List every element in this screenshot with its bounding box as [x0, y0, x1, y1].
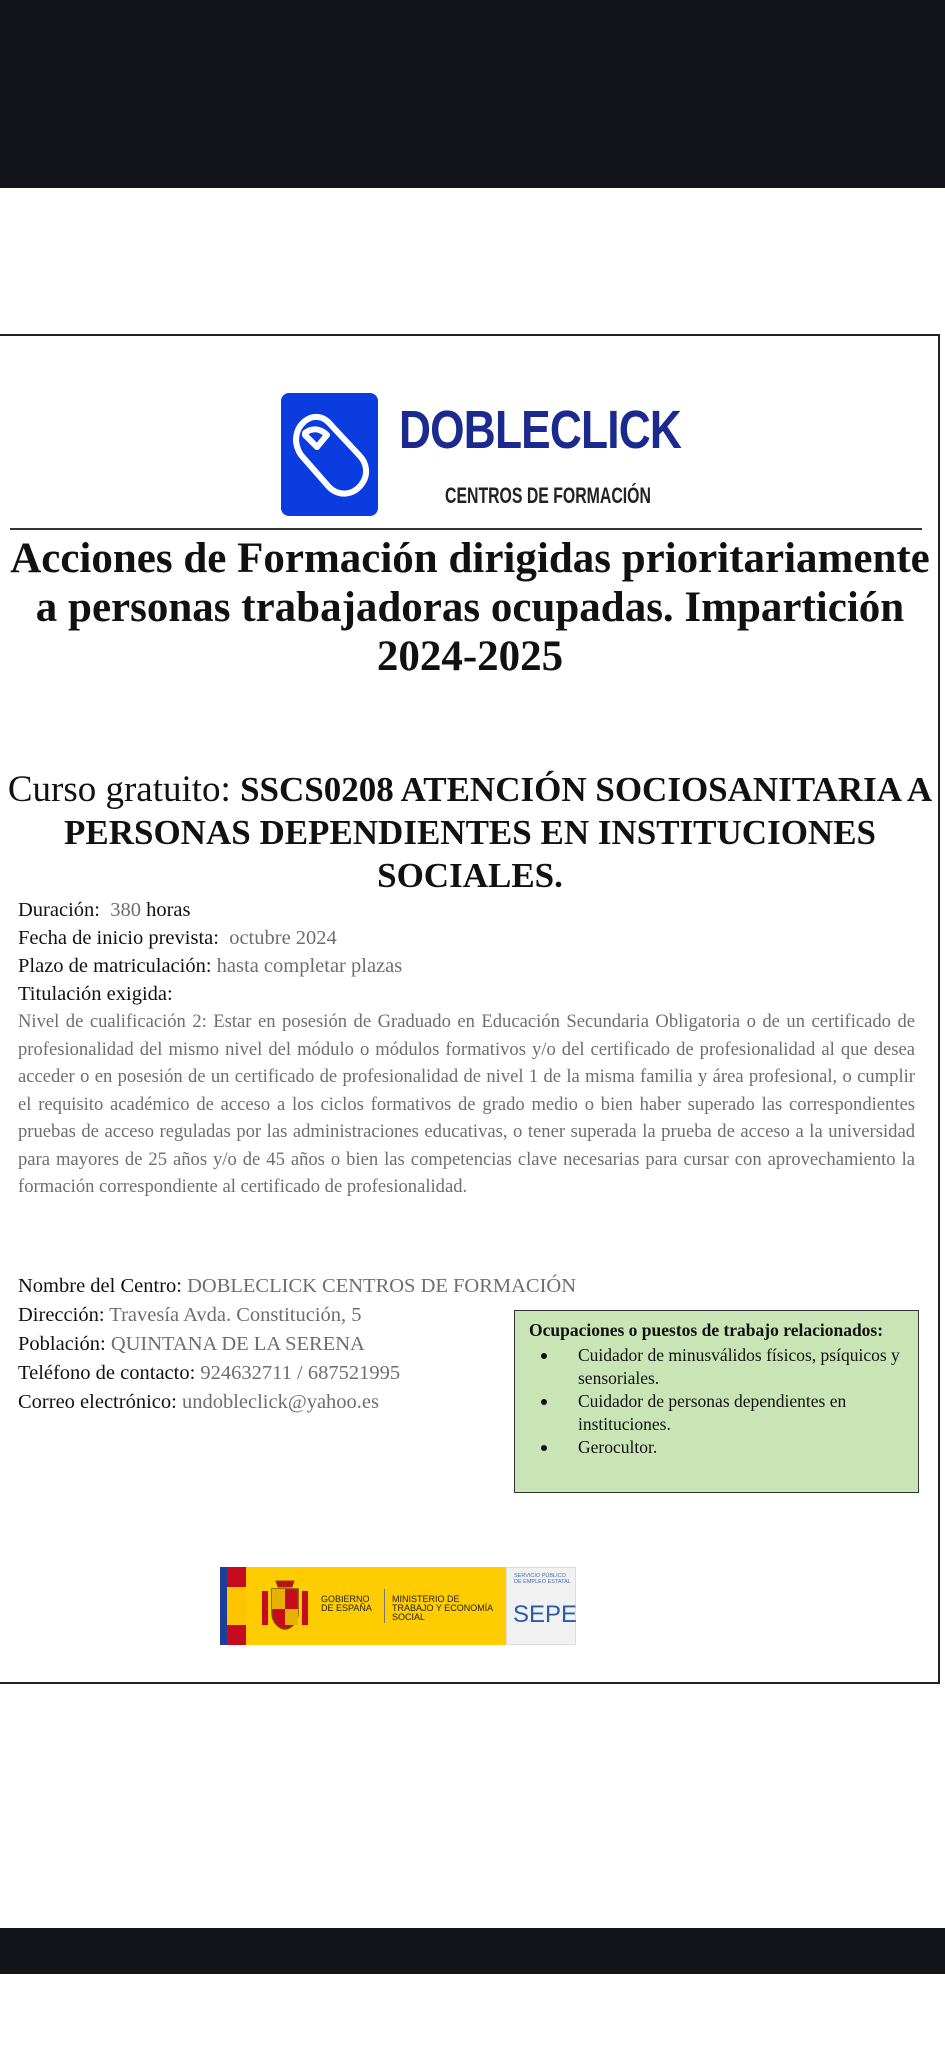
logo-divider	[384, 1589, 385, 1623]
logo-name: DOBLECLICK	[399, 400, 682, 460]
course-details	[18, 896, 923, 1008]
sepe-name: SEPE	[513, 1601, 578, 1628]
gobierno-text: GOBIERNO DE ESPAÑA	[321, 1594, 372, 1613]
phone-label: Teléfono de contacto:	[18, 1362, 196, 1384]
sepe-subtitle: SERVICIO PÚBLICO DE EMPLEO ESTATAL	[514, 1573, 571, 1585]
qualification-label: Titulación exigida:	[18, 983, 173, 1005]
government-logos	[220, 1567, 576, 1645]
address-value: Travesía Avda. Constitución, 5	[109, 1304, 362, 1326]
start-date-value: octubre 2024	[229, 927, 337, 949]
address-label: Dirección:	[18, 1304, 105, 1326]
duration-row	[18, 896, 923, 924]
town-label: Población:	[18, 1333, 106, 1355]
sepe-logo	[506, 1567, 576, 1645]
start-date-label: Fecha de inicio prevista:	[18, 927, 219, 949]
mouse-icon	[281, 393, 378, 516]
email-label: Correo electrónico:	[18, 1391, 177, 1413]
course-name: SSCS0208 ATENCIÓN SOCIOSANITARIA A PERSONAS DEPENDIENTES EN INSTITUCIONES SOCIALES.	[63, 770, 933, 895]
bottom-navigation-bar	[0, 1928, 945, 1974]
duration-label: Duración:	[18, 899, 100, 921]
eu-spain-flag-icon	[220, 1567, 246, 1645]
enrollment-value: hasta completar plazas	[216, 955, 403, 977]
logo-subtitle: CENTROS DE FORMACIÓN	[445, 483, 651, 508]
email-value: undobleclick@yahoo.es	[181, 1391, 379, 1413]
list-item: Cuidador de minusválidos físicos, psíquicos y sensoriales.	[529, 1344, 904, 1390]
start-date-row	[18, 924, 923, 952]
enrollment-label: Plazo de matriculación:	[18, 955, 212, 977]
center-name-value: DOBLECLICK CENTROS DE FORMACIÓN	[187, 1275, 577, 1297]
page-title: Acciones de Formación dirigidas prioritariamente a personas trabajadoras ocupadas. Impartición 2024-2025	[10, 535, 930, 680]
duration-unit: horas	[146, 899, 191, 921]
qualification-text: Nivel de cualificación 2: Estar en posesión de Graduado en Educación Secundaria Obligatoria o de un certificado de profesionalidad del mismo nivel del módulo o módulos formativos y/o del certificado de profesionalidad al que desea acceder o en posesión de un certificado de profesionalidad de nivel 1 de la misma familia y área profesional, o cumplir el requisito académico de acceso a los ciclos formativos de grado medio o bien haber superado las correspondientes pruebas de acceso reguladas por las administraciones educativas, o tener superada la prueba de acceso a la universidad para mayores de 25 años y/o de 45 años o bien las competencias clave necesarias para cursar con aprovechamiento la formación correspondiente al certificado de profesionalidad.	[18, 1011, 915, 1197]
list-item: Gerocultor.	[529, 1436, 904, 1459]
dobleclick-logo	[281, 393, 682, 523]
enrollment-row	[18, 952, 923, 980]
top-status-bar	[0, 0, 945, 188]
occupations-list	[529, 1344, 904, 1459]
town-value: QUINTANA DE LA SERENA	[110, 1333, 365, 1355]
center-name-row	[18, 1272, 923, 1301]
duration-value: 380	[110, 899, 141, 921]
list-item: Cuidador de personas dependientes en instituciones.	[529, 1390, 904, 1436]
course-prefix: Curso gratuito:	[7, 769, 231, 810]
occupations-title: Ocupaciones o puestos de trabajo relacionados:	[529, 1320, 884, 1340]
header-divider	[10, 528, 922, 530]
ministerio-text: MINISTERIO DE TRABAJO Y ECONOMÍA SOCIAL	[392, 1594, 493, 1622]
course-title	[0, 768, 940, 897]
course-flyer	[0, 334, 940, 1684]
occupations-box	[514, 1310, 919, 1493]
phone-value: 924632711 / 687521995	[200, 1362, 401, 1384]
center-name-label: Nombre del Centro:	[18, 1275, 182, 1297]
coat-of-arms-icon	[256, 1577, 314, 1635]
